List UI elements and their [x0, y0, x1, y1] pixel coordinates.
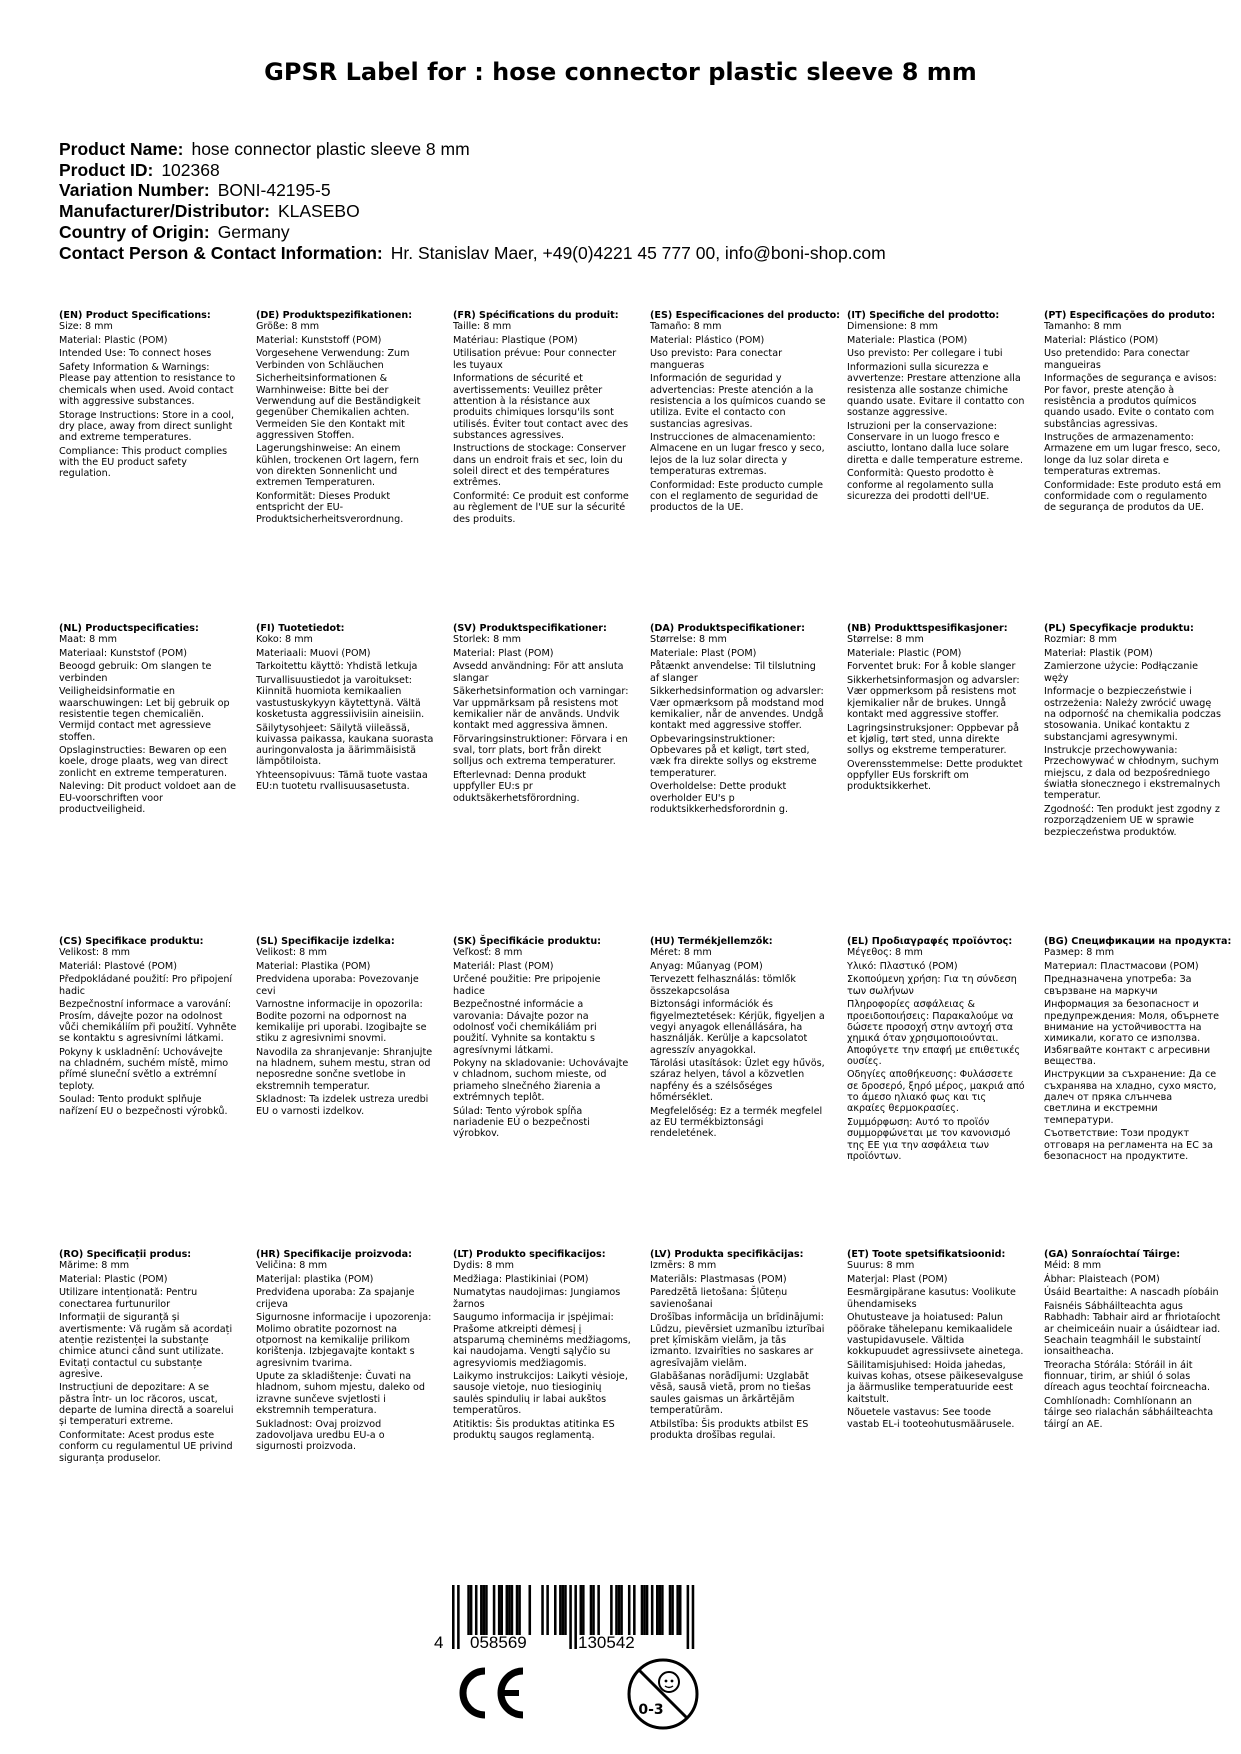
- barcode-bar: [500, 1585, 503, 1635]
- language-spec-item: Numatytas naudojimas: Jungiamos žarnos: [453, 1287, 621, 1310]
- language-spec-item: Ohutusteave ja hoiatused: Palun pöörake tähelepanu kemikaalidele vastupidavusele. Vältida kokkupuudet agressiivsete ainetega.: [847, 1312, 1024, 1358]
- language-spec-item: Materiale: Plastica (POM): [847, 334, 968, 346]
- language-spec-item: Overensstemmelse: Dette produktet oppfyller EUs forskrift om produktsikkerhet.: [847, 758, 1023, 793]
- barcode-bar: [633, 1585, 636, 1635]
- language-spec-item: Materiaali: Muovi (POM): [256, 647, 371, 659]
- language-spec-item: Určené použitie: Pre pripojenie hadice: [453, 974, 601, 997]
- language-spec-item: Lagringsinstruksjoner: Oppbevar på et kjølig, tørt sted, unna direkte sollys og ekstreme temperaturer.: [847, 722, 1019, 757]
- barcode-bar: [569, 1585, 572, 1649]
- language-heading: (ET) Toote spetsifikatsioonid:: [847, 1249, 1006, 1260]
- barcode-left-group: 058569: [470, 1633, 527, 1652]
- language-block: [453, 936, 631, 1142]
- language-spec-item: Naleving: Dit product voldoet aan de EU-voorschriften voor productveiligheid.: [59, 781, 236, 815]
- info-value: hose connector plastic sleeve 8 mm: [191, 139, 470, 159]
- language-spec-item: Materiaal: Kunststof (POM): [59, 647, 188, 659]
- language-spec-item: Izmērs: 8 mm: [650, 1260, 717, 1272]
- language-spec-item: Paredzētā lietošana: Šļūteņu savienošanai: [650, 1287, 788, 1310]
- language-block: [650, 1249, 828, 1444]
- language-spec-item: Nõuetele vastavus: See toode vastab EL-i tooteohutusmäärusele.: [847, 1407, 1015, 1430]
- language-block: [847, 1249, 1025, 1432]
- language-spec-item: Utilisation prévue: Pour connecter les tuyaux: [453, 348, 617, 371]
- barcode-bar: [493, 1585, 496, 1635]
- language-spec-item: Compliance: This product complies with the EU product safety regulation.: [59, 445, 228, 480]
- language-block: [256, 623, 434, 795]
- language-heading: (SL) Specifikacije izdelka:: [256, 936, 395, 947]
- language-spec-item: Utilizare intenționată: Pentru conectarea furtunurilor: [59, 1287, 198, 1310]
- language-heading: (PT) Especificações do produto:: [1044, 310, 1216, 321]
- language-spec-item: Safety Information & Warnings: Please pay attention to resistance to chemicals when used. Avoid contact with aggressive substances.: [59, 362, 236, 407]
- language-spec-item: Instrucciones de almacenamiento: Almacene en un lugar fresco y seco, lejos de la luz solar directa y temperaturas extremas.: [650, 432, 825, 478]
- barcode-bar: [564, 1585, 567, 1635]
- language-spec-item: Ábhar: Plaisteach (POM): [1044, 1273, 1160, 1285]
- language-spec-item: Atitiktis: Šis produktas atitinka ES produktų saugos reglamentą.: [453, 1418, 615, 1441]
- ce-mark-icon: [452, 1665, 530, 1721]
- language-spec-item: Material: Plastic (POM): [59, 334, 168, 346]
- language-spec-item: Suurus: 8 mm: [847, 1260, 915, 1272]
- language-spec-item: Veličina: 8 mm: [256, 1260, 328, 1272]
- barcode-bar: [546, 1585, 549, 1635]
- language-spec-item: Matériau: Plastique (POM): [453, 334, 578, 346]
- language-spec-item: Informacje o bezpieczeństwie i ostrzeżenia: Należy zwrócić uwagę na odporność na chemikalia podczas stosowania. Unikać kontaktu z substancjami agresywnymi.: [1044, 686, 1222, 743]
- language-spec-item: Tarkoitettu käyttö: Yhdistä letkuja: [256, 661, 418, 673]
- language-heading: (ES) Especificaciones del producto:: [650, 310, 841, 321]
- language-heading: (IT) Specifiche del prodotto:: [847, 310, 1000, 321]
- language-spec-item: Tervezett felhasználás: tömlők összekapcsolása: [650, 974, 796, 997]
- language-spec-item: Informations de sécurité et avertissements: Veuillez prêter attention à la résistance aux produits chimiques lorsqu'ils sont utilisés. Éviter tout contact avec des substances agressives.: [453, 373, 629, 441]
- barcode-bar: [676, 1585, 679, 1635]
- language-spec-item: Instructions de stockage: Conserver dans un endroit frais et sec, loin du soleil direct et des températures extrêmes.: [453, 443, 626, 489]
- language-block: [453, 623, 631, 806]
- barcode-bar: [574, 1585, 577, 1649]
- barcode-bar: [620, 1585, 623, 1635]
- language-spec-item: Laikymo instrukcijos: Laikyti vėsioje, sausoje vietoje, nuo tiesioginių saulės spindulių ir labai aukštos temperatūros.: [453, 1371, 628, 1417]
- barcode-bar: [661, 1585, 664, 1635]
- language-spec-item: Material: Plast (POM): [453, 647, 554, 659]
- language-spec-item: Mărime: 8 mm: [59, 1260, 130, 1272]
- barcode-bar: [597, 1585, 600, 1635]
- language-spec-item: Avsedd användning: För att ansluta slangar: [453, 661, 624, 684]
- barcode-bar: [679, 1585, 682, 1635]
- barcode-bar: [656, 1585, 659, 1635]
- ean-barcode: [430, 1585, 750, 1655]
- language-spec-item: Biztonsági információk és figyelmeztetések: Kérjük, figyeljen a vegyi anyagok ellenállására, ha használják. Kerülje a kapcsolatot agresszív anyagokkal.: [650, 999, 825, 1056]
- language-spec-item: Anyag: Műanyag (POM): [650, 960, 763, 972]
- barcode-bar: [646, 1585, 649, 1635]
- language-block: [59, 1249, 237, 1466]
- language-spec-item: Pokyny na skladovanie: Uchovávajte v chladnom, suchom mieste, od priameho slnečného žiarenia a extrémnych teplôt.: [453, 1058, 629, 1104]
- language-spec-item: Úsáid Beartaithe: A nascadh píobáin: [1044, 1287, 1219, 1299]
- info-value: 102368: [161, 159, 220, 180]
- language-spec-item: Informações de segurança e avisos: Por favor, preste atenção à resistência a produtos químicos quando usado. Evite o contato com substâncias agressivas.: [1044, 373, 1217, 430]
- language-spec-item: Säilytysohjeet: Säilytä viileässä, kuivassa paikassa, kaukana suorasta auringonvalosta ja äärimmäisistä lämpötiloista.: [256, 722, 434, 768]
- barcode-bar: [498, 1585, 501, 1635]
- language-spec-item: Treoracha Stórála: Stóráil in áit fionnuar, tirim, ar shiúl ó solas díreach agus teochtaí foircneacha.: [1044, 1359, 1211, 1394]
- language-spec-item: Uso previsto: Para conectar mangueras: [650, 348, 783, 371]
- language-spec-item: Storlek: 8 mm: [453, 634, 521, 646]
- language-spec-item: Yhteensopivuus: Tämä tuote vastaa EU:n tuotetu rvallisuusasetusta.: [256, 770, 428, 793]
- language-row: [59, 623, 1239, 936]
- language-block: [453, 310, 631, 527]
- barcode-bar: [511, 1585, 514, 1635]
- language-spec-item: Material: Plastic (POM): [59, 1273, 168, 1285]
- language-specifications-grid: [59, 310, 1239, 1562]
- barcode-bar: [590, 1585, 593, 1635]
- language-spec-item: Sicherheitsinformationen & Warnhinweise: Bitte bei der Verwendung auf die Beständigkeit gegenüber Chemikalien achten. Vermeiden Sie den Kontakt mit aggressiven Stoffen.: [256, 373, 421, 441]
- language-spec-item: Инструкции за съхранение: Да се съхранява на хладно, сухо място, далеч от пряка слънчева светлина и екстремни температури.: [1044, 1069, 1217, 1126]
- language-spec-item: Konformität: Dieses Produkt entspricht der EU-Produktsicherheitsverordnung.: [256, 490, 404, 525]
- barcode-bar: [467, 1585, 470, 1635]
- info-value: BONI-42195-5: [217, 180, 331, 201]
- language-spec-item: Taille: 8 mm: [453, 321, 512, 333]
- language-heading: (RO) Specificații produs:: [59, 1249, 192, 1260]
- language-spec-item: Zamierzone użycie: Podłączanie węży: [1044, 661, 1199, 684]
- contact-row: [59, 243, 1189, 264]
- barcode-bar: [529, 1585, 532, 1635]
- language-spec-item: Informazioni sulla sicurezza e avvertenze: Prestare attenzione alla resistenza alle sostanze chimiche quando usate. Evitare il contatto con sostanze aggressive.: [847, 362, 1025, 419]
- barcode-bar: [582, 1585, 585, 1635]
- language-spec-item: Beoogd gebruik: Om slangen te verbinden: [59, 661, 212, 684]
- language-heading: (SK) Špecifikácie produktu:: [453, 936, 602, 947]
- info-label: Variation Number:: [59, 180, 210, 201]
- language-spec-item: Größe: 8 mm: [256, 321, 320, 333]
- language-spec-item: Conformidade: Este produto está em conformidade com o regulamento de segurança de produtos da UE.: [1044, 479, 1222, 514]
- barcode-bar: [506, 1585, 509, 1635]
- language-block: [650, 310, 841, 516]
- language-heading: (EN) Product Specifications:: [59, 310, 211, 321]
- language-spec-item: Instrucțiuni de depozitare: A se păstra într- un loc răcoros, uscat, departe de lumina directă a soarelui și temperaturi extreme.: [59, 1382, 234, 1428]
- age-warning-label: 0-3: [638, 1702, 664, 1718]
- language-spec-item: Συμμόρφωση: Αυτό το προϊόν συμμορφώνεται με τον κανονισμό της ΕΕ για την ασφάλεια των προϊόντων.: [847, 1116, 1011, 1162]
- language-block: [847, 623, 1025, 795]
- barcode-bar: [687, 1585, 690, 1649]
- language-spec-item: Medžiaga: Plastikiniai (POM): [453, 1273, 589, 1285]
- page-title: GPSR Label for : hose connector plastic sleeve 8 mm: [264, 58, 977, 86]
- language-spec-item: Størrelse: 8 mm: [847, 634, 924, 646]
- language-spec-item: Storage Instructions: Store in a cool, dry place, away from direct sunlight and extreme temperatures.: [59, 409, 235, 444]
- language-spec-item: Intended Use: To connect hoses: [59, 348, 212, 360]
- language-heading: (BG) Спецификации на продукта:: [1044, 936, 1232, 947]
- language-spec-item: Opslaginstructies: Bewaren op een koele, droge plaats, weg van direct zonlicht en extreme temperaturen.: [59, 745, 228, 779]
- info-label: Manufacturer/Distributor:: [59, 201, 270, 222]
- info-label: Country of Origin:: [59, 221, 210, 242]
- barcode-bar: [480, 1585, 483, 1635]
- language-spec-item: Saugumo informacija ir įspėjimai: Prašome atkreipti dėmesį į atsparumą cheminėms medžiagoms, kai naudojama. Vengti sąlyčio su agresyviomis medžiagomis.: [453, 1312, 631, 1369]
- language-spec-item: Materiál: Plast (POM): [453, 960, 554, 972]
- language-spec-item: Σκοπούμενη χρήση: Για τη σύνδεση των σωλήνων: [847, 974, 1017, 997]
- language-spec-item: Turvallisuustiedot ja varoitukset: Kiinnitä huomiota kemikaalien vastustuskykyyn käytettynä. Vältä kosketusta aggressiivisiin aineisiin.: [256, 675, 425, 720]
- product-id-row: [59, 160, 1189, 181]
- barcode-bar: [669, 1585, 672, 1635]
- language-spec-item: Predvidena uporaba: Povezovanje cevi: [256, 974, 419, 997]
- language-spec-item: Instruções de armazenamento: Armazene em um lugar fresco, seco, longe da luz solar direta e temperaturas extremas.: [1044, 432, 1221, 478]
- language-spec-item: Размер: 8 mm: [1044, 947, 1115, 959]
- barcode-bar: [554, 1585, 557, 1635]
- language-block: [256, 310, 434, 527]
- barcode-first-digit: 4: [434, 1633, 444, 1652]
- barcode-bar: [580, 1585, 583, 1635]
- language-spec-item: Materjal: Plast (POM): [847, 1273, 948, 1285]
- barcode-bar: [628, 1585, 631, 1635]
- language-row: [59, 310, 1239, 623]
- barcode-bar: [541, 1585, 544, 1635]
- barcode-bar: [457, 1585, 460, 1649]
- language-spec-item: Pokyny k uskladnění: Uchovávejte na chladném, suchém místě, mimo přímé sluneční světlo a extrémní teploty.: [59, 1046, 229, 1092]
- language-spec-item: Size: 8 mm: [59, 321, 113, 333]
- language-spec-item: Tárolási utasítások: Üzlet egy hűvös, száraz helyen, távol a közvetlen napfény és a szélsőséges hőmérséklet.: [650, 1058, 825, 1104]
- language-row: [59, 1249, 1239, 1562]
- barcode-right-group: 130542: [578, 1633, 635, 1652]
- language-spec-item: Sikkerhedsinformation og advarsler: Vær opmærksom på modstand mod kemikalier, når de anvendes. Undgå kontakt med aggressive stoffer.: [650, 686, 824, 732]
- language-spec-item: Предназначена употреба: За свързване на маркучи: [1044, 974, 1192, 997]
- language-heading: (LT) Produkto specifikacijos:: [453, 1249, 606, 1260]
- language-spec-item: Materiāls: Plastmasas (POM): [650, 1273, 787, 1285]
- language-spec-item: Súlad: Tento výrobok spĺňa nariadenie EÚ o bezpečnosti výrobkov.: [453, 1105, 590, 1140]
- barcode-bar: [618, 1585, 621, 1635]
- language-spec-item: Conformidad: Este producto cumple con el reglamento de seguridad de productos de la UE.: [650, 479, 823, 514]
- language-spec-item: Materiale: Plast (POM): [650, 647, 757, 659]
- language-spec-item: Méret: 8 mm: [650, 947, 712, 959]
- info-value: Germany: [217, 221, 290, 242]
- language-spec-item: Predviđena uporaba: Za spajanje crijeva: [256, 1287, 415, 1310]
- barcode-bar: [659, 1585, 662, 1635]
- language-heading: (HU) Termékjellemzők:: [650, 936, 773, 947]
- language-spec-item: Materiał: Plastik (POM): [1044, 647, 1153, 659]
- language-spec-item: Tamanho: 8 mm: [1044, 321, 1122, 333]
- language-spec-item: Πληροφορίες ασφάλειας & προειδοποιήσεις: Παρακαλούμε να δώσετε προσοχή στην αντοχή στα χημικά όταν χρησιμοποιούνται. Αποφύγετε την επαφή με επιθετικές ουσίες.: [847, 999, 1021, 1067]
- barcode-bar: [641, 1585, 644, 1635]
- manufacturer-row: [59, 201, 1189, 222]
- language-block: [453, 1249, 631, 1444]
- language-spec-item: Rozmiar: 8 mm: [1044, 634, 1117, 646]
- language-spec-item: Koko: 8 mm: [256, 634, 313, 646]
- language-spec-item: Conformità: Questo prodotto è conforme al regolamento sulla sicurezza dei prodotti dell'UE.: [847, 468, 994, 502]
- barcode-bar: [651, 1585, 654, 1635]
- language-spec-item: Οδηγίες αποθήκευσης: Φυλάσσετε σε δροσερό, ξηρό μέρος, μακριά από το άμεσο ηλιακό φως και τις ακραίες θερμοκρασίες.: [847, 1069, 1025, 1115]
- language-block: [59, 310, 237, 482]
- language-spec-item: Faisnéis Sábháilteachta agus Rabhadh: Tabhair aird ar fhriotaíocht ar cheimiceáin nuair a úsáidtear iad. Seachain teagmháil le substaintí ionsaitheacha.: [1044, 1301, 1221, 1358]
- language-spec-item: Atbilstība: Šis produkts atbilst ES produkta drošības regulai.: [650, 1418, 809, 1441]
- language-spec-item: Bezpečnostné informácie a varovania: Dávajte pozor na odolnosť voči chemikáliám pri použití. Vyhnite sa kontaktu s agresívnymi látkami.: [453, 999, 597, 1056]
- barcode-bar: [452, 1585, 455, 1649]
- language-heading: (LV) Produkta specifikācijas:: [650, 1249, 804, 1260]
- language-spec-item: Maat: 8 mm: [59, 634, 117, 646]
- language-spec-item: Υλικό: Πλαστικό (POM): [847, 960, 958, 972]
- language-spec-item: Velikost: 8 mm: [256, 947, 328, 959]
- language-heading: (DA) Produktspecifikationer:: [650, 623, 805, 634]
- barcode-bar: [610, 1585, 613, 1635]
- info-label: Product Name:: [59, 139, 184, 159]
- language-spec-item: Förvaringsinstruktioner: Förvara i en sval, torr plats, bort från direkt solljus och extrema temperaturer.: [453, 733, 628, 768]
- language-spec-item: Tamaño: 8 mm: [650, 321, 722, 333]
- language-spec-item: Zgodność: Ten produkt jest zgodny z rozporządzeniem UE w sprawie bezpieczeństwa produktów.: [1044, 803, 1220, 838]
- language-block: [650, 623, 828, 818]
- info-value: Hr. Stanislav Maer, +49(0)4221 45 777 00, info@boni-shop.com: [390, 242, 886, 263]
- language-spec-item: Material: Plastika (POM): [256, 960, 371, 972]
- language-heading: (CS) Specifikace produktu:: [59, 936, 204, 947]
- info-label: Product ID:: [59, 159, 154, 180]
- language-spec-item: Vorgesehene Verwendung: Zum Verbinden von Schläuchen: [256, 348, 410, 371]
- language-block: [1044, 623, 1222, 840]
- language-spec-item: Materiale: Plastic (POM): [847, 647, 962, 659]
- language-spec-item: Säkerhetsinformation och varningar: Var uppmärksam på resistens mot kemikalier när de används. Undvik kontakt med aggressiva ämnen.: [453, 686, 629, 732]
- barcode-bar: [516, 1585, 519, 1635]
- language-spec-item: Μέγεθος: 8 mm: [847, 947, 923, 959]
- language-spec-item: Sikkerhetsinformasjon og advarsler: Vær oppmerksom på resistens mot kjemikalier når de brukes. Unngå kontakt med aggressive stoffer.: [847, 675, 1020, 720]
- language-spec-item: Størrelse: 8 mm: [650, 634, 727, 646]
- language-heading: (HR) Specifikacije proizvoda:: [256, 1249, 412, 1260]
- language-spec-item: Información de seguridad y advertencias: Preste atención a la resistencia a los químicos cuando se utiliza. Evite el contacto con sustancias agresivas.: [650, 373, 826, 430]
- language-spec-item: Påtænkt anvendelse: Til tilslutning af slanger: [650, 661, 816, 684]
- language-heading: (EL) Προδιαγραφές προϊόντος:: [847, 936, 1013, 947]
- language-spec-item: Материал: Пластмасови (POM): [1044, 960, 1199, 972]
- language-spec-item: Soulad: Tento produkt splňuje nařízení EU o bezpečnosti výrobků.: [59, 1094, 228, 1117]
- barcode-bar: [470, 1585, 473, 1635]
- language-spec-item: Méid: 8 mm: [1044, 1260, 1102, 1272]
- language-spec-item: Comhlíonadh: Comhlíonann an táirge seo rialachán sábháilteachta táirgí an AE.: [1044, 1396, 1214, 1430]
- language-spec-item: Informații de siguranță și avertismente: Vă rugăm să acordați atenție rezistenței la substanțe chimice atunci când sunt utilizate. Evitați contactul cu substanțe agresive.: [59, 1312, 233, 1380]
- language-heading: (DE) Produktspezifikationen:: [256, 310, 413, 321]
- barcode-bar: [483, 1585, 486, 1635]
- language-spec-item: Sukladnost: Ovaj proizvod zadovoljava uredbu EU-a o sigurnosti proizvoda.: [256, 1418, 385, 1453]
- language-spec-item: Předpokládané použití: Pro připojení hadic: [59, 974, 233, 997]
- language-block: [256, 936, 434, 1119]
- language-spec-item: Material: Kunststoff (POM): [256, 334, 382, 346]
- language-heading: (NB) Produkttspesifikasjoner:: [847, 623, 1008, 634]
- language-spec-item: Uso previsto: Per collegare i tubi: [847, 348, 1003, 360]
- language-spec-item: Skladnost: Ta izdelek ustreza uredbi EU o varnosti izdelkov.: [256, 1094, 429, 1117]
- barcode-bar: [671, 1585, 674, 1635]
- barcode-bar: [562, 1585, 565, 1635]
- language-spec-item: Eesmärgipärane kasutus: Voolikute ühendamiseks: [847, 1287, 1016, 1310]
- language-block: [256, 1249, 434, 1455]
- country-row: [59, 222, 1189, 243]
- barcode-bar: [518, 1585, 521, 1635]
- language-heading: (SV) Produktspecifikationer:: [453, 623, 607, 634]
- product-info: [59, 139, 1189, 263]
- language-spec-item: Material: Plástico (POM): [1044, 334, 1159, 346]
- barcode-bar: [615, 1585, 618, 1635]
- language-spec-item: Drošības informācija un brīdinājumi: Lūdzu, pievērsiet uzmanību izturībai pret ķīmiskām vielām, ja tās izmanto. Izvairīties no saskares ar agresīvajām vielām.: [650, 1312, 825, 1369]
- barcode-bar: [485, 1585, 488, 1635]
- barcode-bar: [592, 1585, 595, 1635]
- language-spec-item: Информация за безопасност и предупреждения: Моля, обърнете внимание на устойчивостта на химикали, когато се използва. Избягвайте контакт с агресивни вещества.: [1044, 999, 1220, 1067]
- barcode-bar: [508, 1585, 511, 1635]
- language-spec-item: Istruzioni per la conservazione: Conservare in un luogo fresco e asciutto, lontano dalla luce solare diretta e dalle temperature estreme.: [847, 420, 1023, 466]
- language-block: [59, 936, 237, 1119]
- barcode-bar: [692, 1585, 695, 1649]
- language-spec-item: Efterlevnad: Denna produkt uppfyller EU:s pr oduktsäkerhetsförordning.: [453, 770, 587, 804]
- age-warning-icon: [625, 1656, 701, 1732]
- language-spec-item: Material: Plástico (POM): [650, 334, 765, 346]
- language-spec-item: Veiligheidsinformatie en waarschuwingen: Let bij gebruik op resistentie tegen chemicaliën. Vermijd contact met agressieve stoffen.: [59, 686, 230, 743]
- language-spec-item: Navodila za shranjevanje: Shranjujte na hladnem, suhem mestu, stran od neposredne sončne svetlobe in ekstremnih temperatur.: [256, 1046, 433, 1092]
- language-spec-item: Opbevaringsinstruktioner: Opbevares på et køligt, tørt sted, væk fra direkte sollys og ekstreme temperaturer.: [650, 733, 817, 779]
- language-spec-item: Säilitamisjuhised: Hoida jahedas, kuivas kohas, otsese päikesevalguse ja äärmuslike temperatuuride eest kaitstult.: [847, 1359, 1024, 1405]
- language-heading: (FR) Spécifications du produit:: [453, 310, 619, 321]
- language-spec-item: Съответствие: Този продукт отговаря на регламента на ЕС за безопасност на продуктите.: [1044, 1128, 1213, 1162]
- info-value: KLASEBO: [277, 201, 360, 222]
- barcode-bar: [643, 1585, 646, 1635]
- language-spec-item: Upute za skladištenje: Čuvati na hladnom, suhom mjestu, daleko od izravne sunčeve svjetlosti i ekstremnih temperatura.: [256, 1371, 426, 1417]
- language-spec-item: Overholdelse: Dette produkt overholder EU's p roduktsikkerhedsforordnin g.: [650, 781, 789, 815]
- info-label: Contact Person & Contact Information:: [59, 242, 383, 263]
- language-spec-item: Glabāšanas norādījumi: Uzglabāt vēsā, sausā vietā, prom no tiešas saules gaismas un ārkārtējām temperatūrām.: [650, 1371, 811, 1417]
- language-block: [650, 936, 828, 1142]
- variation-number-row: [59, 180, 1189, 201]
- barcode-bar: [559, 1585, 562, 1635]
- language-spec-item: Dydis: 8 mm: [453, 1260, 514, 1272]
- language-block: [847, 310, 1025, 505]
- language-spec-item: Conformitate: Acest produs este conform cu regulamentul UE privind siguranța produselor.: [59, 1429, 233, 1464]
- language-spec-item: Velikost: 8 mm: [59, 947, 131, 959]
- language-spec-item: Instrukcje przechowywania: Przechowywać w chłodnym, suchym miejscu, z dala od bezpośredniego światła słonecznego i ekstremalnych temperatur.: [1044, 745, 1221, 802]
- language-heading: (NL) Productspecificaties:: [59, 623, 199, 634]
- language-block: [59, 623, 237, 818]
- language-spec-item: Sigurnosne informacije i upozorenja: Molimo obratite pozornost na otpornost na kemikalije prilikom korištenja. Izbjegavajte kontakt s agresivnim tvarima.: [256, 1312, 432, 1369]
- language-spec-item: Varnostne informacije in opozorila: Bodite pozorni na odpornost na kemikalije pri uporabi. Izogibajte se stiku z agresivnimi snovmi.: [256, 999, 427, 1045]
- language-heading: (GA) Sonraíochtaí Táirge:: [1044, 1249, 1181, 1260]
- language-spec-item: Uso pretendido: Para conectar mangueiras: [1044, 348, 1190, 371]
- language-spec-item: Lagerungshinweise: An einem kühlen, trockenen Ort lagern, fern von direkten Sonnenlicht und extremen Temperaturen.: [256, 443, 419, 489]
- language-spec-item: Bezpečnostní informace a varování: Prosím, dávejte pozor na odolnost vůči chemikáliím při použití. Vyhněte se kontaktu s agresivními látkami.: [59, 999, 237, 1045]
- language-block: [1044, 1249, 1222, 1432]
- language-block: [1044, 936, 1232, 1164]
- language-row: [59, 936, 1239, 1249]
- language-heading: (FI) Tuotetiedot:: [256, 623, 345, 634]
- language-spec-item: Megfelelőség: Ez a termék megfelel az EU termékbiztonsági rendeletének.: [650, 1105, 823, 1140]
- language-spec-item: Materijal: plastika (POM): [256, 1273, 374, 1285]
- language-spec-item: Veľkosť: 8 mm: [453, 947, 523, 959]
- language-heading: (PL) Specyfikacje produktu:: [1044, 623, 1194, 634]
- language-block: [847, 936, 1025, 1164]
- language-spec-item: Forventet bruk: For å koble slanger: [847, 661, 1016, 673]
- barcode-bar: [475, 1585, 478, 1635]
- language-spec-item: Dimensione: 8 mm: [847, 321, 939, 333]
- product-name-row: [59, 139, 1189, 160]
- language-spec-item: Conformité: Ce produit est conforme au règlement de l'UE sur la sécurité des produits.: [453, 490, 629, 525]
- language-block: [1044, 310, 1222, 516]
- language-spec-item: Materiál: Plastové (POM): [59, 960, 177, 972]
